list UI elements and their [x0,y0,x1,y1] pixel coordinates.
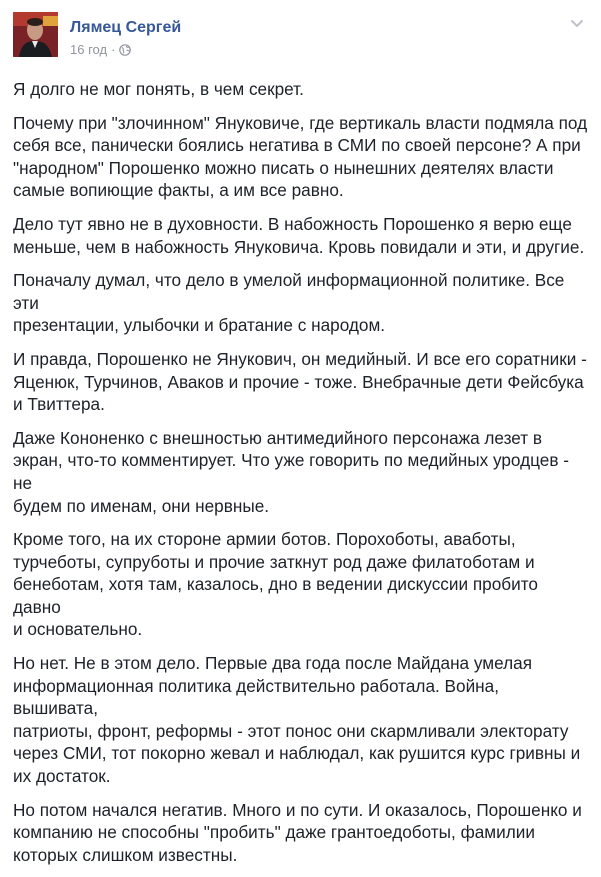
post-header [13,12,588,60]
post-paragraph: Кроме того, на их стороне армии ботов. Порохоботы, аваботы, турчеботы, супруботы и прочие заткнут род даже филатоботам и бенеботам, хотя там, казалось, дно в ведении дискуссии пробито давно и основательно. [13,529,538,640]
post-paragraph: Дело тут явно не в духовности. В набожность Порошенко я верю еще меньше, чем в набожность Януковича. Кровь повидали и эти, и другие. [13,213,585,257]
post-content [13,78,588,877]
post-paragraph: Но нет. Не в этом дело. Первые два года после Майдана умелая информационная политика действительно работала. Война, вышивата, патриоты, фронт, реформы - этот понос они скармливали электорату через СМИ, тот покорно жевал и наблюдал, как рушится курс гривны и их достаток. [13,653,581,787]
post-paragraph: И правда, Порошенко не Янукович, он медийный. И все его соратники - Яценюк, Турчинов, Аваков и прочие - тоже. Внебрачные дети Фейсбука и Твиттера. [13,348,587,415]
post-paragraph: Даже Кононенко с внешностью антимедийного персонажа лезет в экран, что-то комментирует. Что уже говорить по медийных уродцев - не будем по именам, они нервные. [13,427,569,516]
chevron-down-icon[interactable] [568,14,586,32]
avatar[interactable] [13,12,58,57]
meta-separator: · [111,42,116,57]
post-paragraph: Почему при "злочинном" Януковиче, где вертикаль власти подмяла под себя все, панически боялись негатива в СМИ по своей персоне? А при "народном" Порошенко можно писать о нынешних деятелях власти самые вопиющие факты, а им все равно. [13,112,588,201]
avatar-image [13,12,58,57]
post-paragraph: Поначалу думал, что дело в умелой информационной политике. Все эти презентации, улыбочки и братание с народом. [13,270,565,336]
post-meta [70,42,131,57]
post-paragraph: Я долго не мог понять, в чем секрет. [13,79,304,99]
post-timestamp[interactable]: 16 год [70,42,108,57]
post-paragraph: Но потом начался негатив. Много и по сути. И оказалось, Порошенко и компанию не способны "пробить" даже грантоедоботы, фамилии которых слишком известны. [13,799,582,865]
globe-icon [119,44,131,56]
author-name[interactable]: Лямец Сергей [70,19,182,36]
